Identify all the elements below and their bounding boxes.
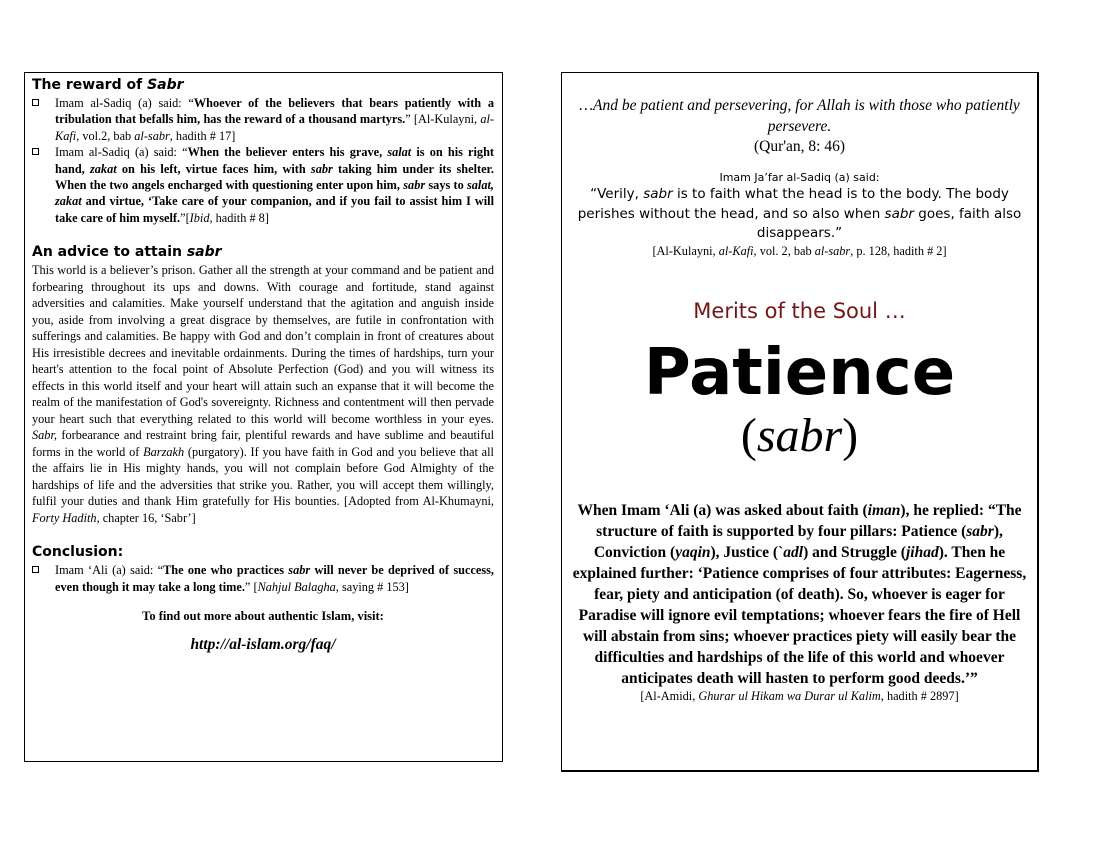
quote-source: [Al-Kulayni, al-Kafi, vol. 2, bab al-sabr, p. 128, hadith # 2] [652,243,947,258]
imam-quote: “Verily, sabr is to faith what the head is to the body. The body perishes without the head, and so also when sabr goes, faith also disappears.” [577,186,1022,241]
imam-label: Imam Ja’far al-Sadiq (a) said: [719,171,880,184]
quran-verse: …And be patient and persevering, for Allah is with those who patiently persevere. [579,97,1020,135]
website-link[interactable]: http://al-islam.org/faq/ [190,636,336,654]
list-item: Imam al-Sadiq (a) said: “When the believer enters his grave, salat is on his right hand, zakat on his left, virtue faces him, with sabr taking him under its shelter. When the two angels encharged with questioning enter upon him, sabr says to salat, zakat and virtue, ‘Take care of your companion, and if you fail to assist him I will take care of him myself.”[Ibid, hadith # 8] [32,144,494,226]
title-transliteration: (sabr) [740,408,859,462]
hadith-source: [Al-Amidi, Ghurar ul Hikam wa Durar ul Kalim, hadith # 2897] [640,688,959,703]
visit-label: To find out more about authentic Islam, visit: [142,609,384,624]
advice-heading: An advice to attain sabr [32,244,222,261]
subtitle: Merits of the Soul … [693,298,906,323]
square-bullet-icon [32,99,39,106]
quran-source: (Qur'an, 8: 46) [753,138,846,155]
page-title: Patience [643,335,956,410]
conclusion-list [32,562,494,595]
reward-heading: The reward of Sabr [32,77,184,93]
square-bullet-icon [32,148,39,155]
left-panel [24,72,503,762]
right-panel [561,72,1039,772]
list-item: Imam al-Sadiq (a) said: “Whoever of the believers that bears patiently with a tribulation that befalls him, has the reward of a thousand martyrs.” [Al-Kulayni, al-Kafi, vol.2, bab al-sabr, hadith # 17] [32,95,494,144]
conclusion-heading: Conclusion: [32,544,124,561]
reward-list [32,95,494,226]
list-item: Imam ‘Ali (a) said: “The one who practices sabr will never be deprived of success, even though it may take a long time.” [Nahjul Balagha, saying # 153] [32,562,494,595]
advice-paragraph: This world is a believer’s prison. Gather all the strength at your command and be patient and forbearing throughout its ups and downs. With courage and fortitude, stand against adversities and calamities. Make yourself understand that the agitation and anguish inside you, aside from involving a great disgrace by themselves, are futile in confrontation with sufferings and calamities. Be happy with God and don’t complain in front of creatures about His irresistible decrees and inevitable ordainments. During the times of hardships, turn your heart's attention to the focal point of Absolute Perfection (God) and you will witness its effects in this world itself and your heart will attain such an expanse that it will become the realm of the manifestation of God's sovereignty. Richness and contentment will then pervade your heart such that everything related to this world will become worthless in your eyes. Sabr, forbearance and restraint bring fair, plentiful rewards and have sublime and beautiful forms in the world of Barzakh (purgatory). If you have faith in God and you believe that all the affairs lie in His mighty hands, you will not complain before God Almighty of the hardships of life and the adversities that strike you. Rather, you will accept them willingly, fulfil your duties and thank Him gratefully for His bounties. [Adopted from Al-Khumayni, Forty Hadith, chapter 16, ‘Sabr’] [32,263,494,525]
square-bullet-icon [32,566,39,573]
ali-hadith: When Imam ‘Ali (a) was asked about faith (iman), he replied: “The structure of faith is supported by four pillars: Patience (sabr), Conviction (yaqin), Justice (`adl) and Struggle (jihad). Then he explained further: ‘Patience comprises of four attributes: Eagerness, fear, piety and anticipation (of death). So, whoever is eager for Paradise will ignore evil temptations; whoever fears the fire of Hell will abstain from sins; whoever practices piety will easily bear the difficulties and hardships of the life of this world and whoever anticipates death will hasten to perform good deeds.’” [572,501,1027,687]
